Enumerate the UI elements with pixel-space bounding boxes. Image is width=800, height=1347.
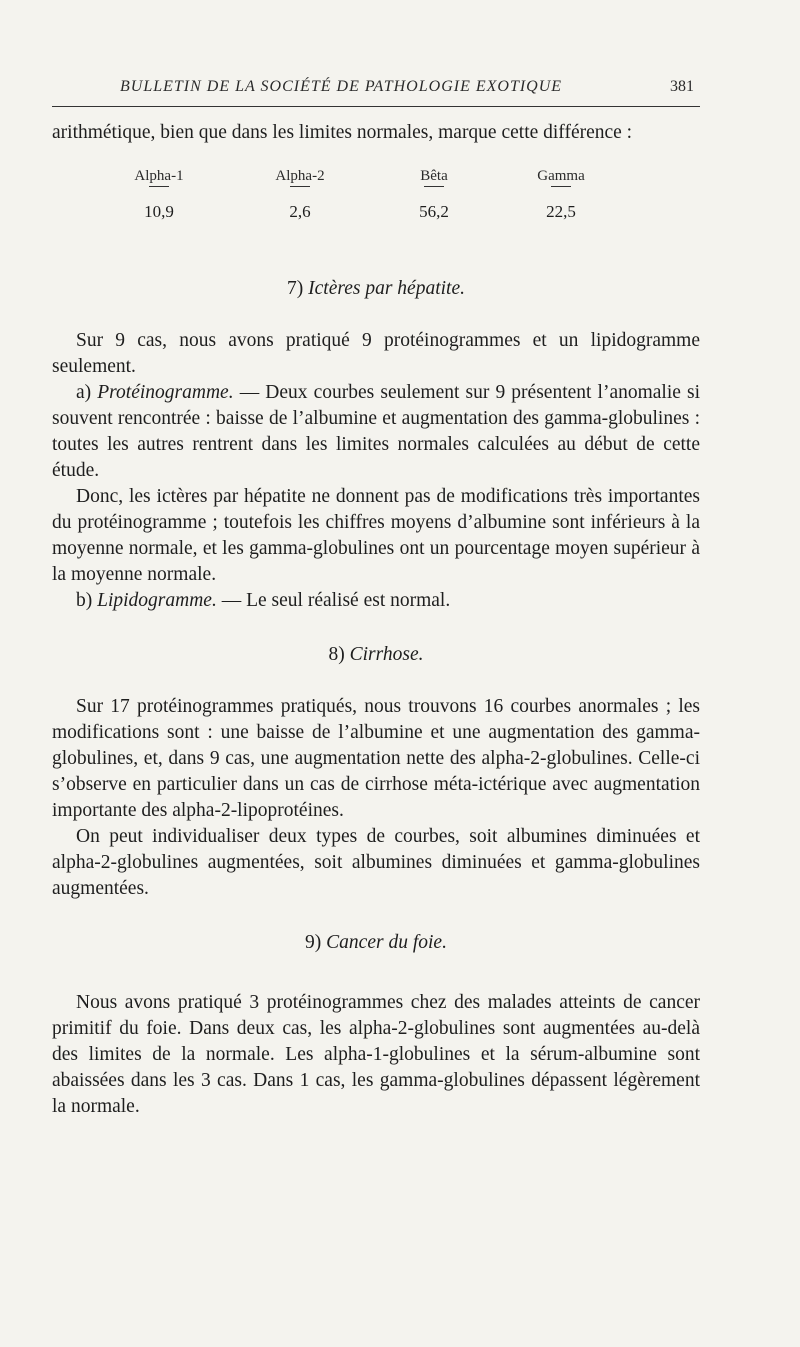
- item-letter: b): [76, 590, 93, 611]
- section-heading-9: [52, 930, 700, 956]
- section-number: 7): [287, 278, 304, 299]
- item-term: Protéinogramme.: [97, 382, 234, 403]
- body-text: [52, 120, 700, 1120]
- paragraph: Nous avons pratiqué 3 protéinogrammes chez des malades atteints de cancer primitif du foie. Dans deux cas, les alpha-2-globulines sont augmentées au-delà des limites de la normale. Les alpha-1-globulines et la sérum-albumine sont abaissées dans les 3 cas. Dans 1 cas, les gamma-globulines dépassent légèrement la normale.: [52, 992, 700, 1117]
- table-value: 22,5: [546, 202, 576, 221]
- table-header: Alpha-2: [275, 168, 325, 184]
- table-header: Bêta: [420, 168, 448, 184]
- section-number: 9): [305, 932, 322, 953]
- table-column: [379, 166, 489, 223]
- paragraph: Sur 17 protéinogrammes pratiqués, nous trouvons 16 courbes anormales ; les modifications sont : une baisse de l’albumine et une augmentation des gamma-globulines, et, dans 9 cas, une augmentation nette des alpha-2-globulines. Celle-ci s’observe en particulier dans un cas de cirrhose méta-ictérique avec augmentation importante des alpha-2-lipoprotéines.: [52, 696, 700, 821]
- item-letter: a): [76, 382, 92, 403]
- section-title: Cancer du foie.: [326, 932, 447, 953]
- paragraph: [52, 588, 700, 614]
- table-dash: [424, 186, 444, 201]
- table-dash: [551, 186, 571, 201]
- paragraph: Donc, les ictères par hépatite ne donnent pas de modifications très importantes du protéinogramme ; toutefois les chiffres moyens d’albumine sont inférieurs à la moyenne normale, et les gamma-globulines ont un pourcentage moyen supérieur à la moyenne normale.: [52, 486, 700, 585]
- paragraph-text: — Le seul réalisé est normal.: [221, 590, 451, 611]
- paragraph: [52, 380, 700, 484]
- table-column: [104, 166, 214, 223]
- paragraph: On peut individualiser deux types de courbes, soit albumines diminuées et alpha-2-globulines augmentées, soit albumines diminuées et gamma-globulines augmentées.: [52, 826, 700, 899]
- table-header: Gamma: [537, 168, 585, 184]
- table-value: 10,9: [144, 202, 174, 221]
- paragraph: Sur 9 cas, nous avons pratiqué 9 protéinogrammes et un lipidogramme seulement.: [52, 330, 700, 377]
- table-value: 56,2: [419, 202, 449, 221]
- table-header: Alpha-1: [134, 168, 184, 184]
- header-rule: [52, 106, 700, 107]
- table-column: [245, 166, 355, 223]
- section-heading-8: [52, 642, 700, 668]
- section-heading-7: [52, 276, 700, 302]
- section-title: Ictères par hépatite.: [308, 278, 465, 299]
- paragraph-text: — Deux courbes seulement sur 9 présentent l’anomalie si souvent rencontrée : baisse de l’albumine et augmentation des gamma-globulines : toutes les autres rentrent dans les limites normales calculées au début de cette étude.: [52, 382, 701, 481]
- section-number: 8): [328, 644, 345, 665]
- table-column: [506, 166, 616, 223]
- running-title: BULLETIN DE LA SOCIÉTÉ DE PATHOLOGIE EXOTIQUE: [120, 78, 563, 95]
- protein-table: [52, 150, 700, 254]
- section-title: Cirrhose.: [349, 644, 424, 665]
- intro-paragraph: arithmétique, bien que dans les limites normales, marque cette différence :: [52, 122, 633, 143]
- running-header: [52, 76, 700, 102]
- item-term: Lipidogramme.: [97, 590, 217, 611]
- table-value: 2,6: [289, 202, 311, 221]
- page-number: 381: [670, 78, 694, 95]
- table-dash: [149, 186, 169, 201]
- table-dash: [290, 186, 310, 201]
